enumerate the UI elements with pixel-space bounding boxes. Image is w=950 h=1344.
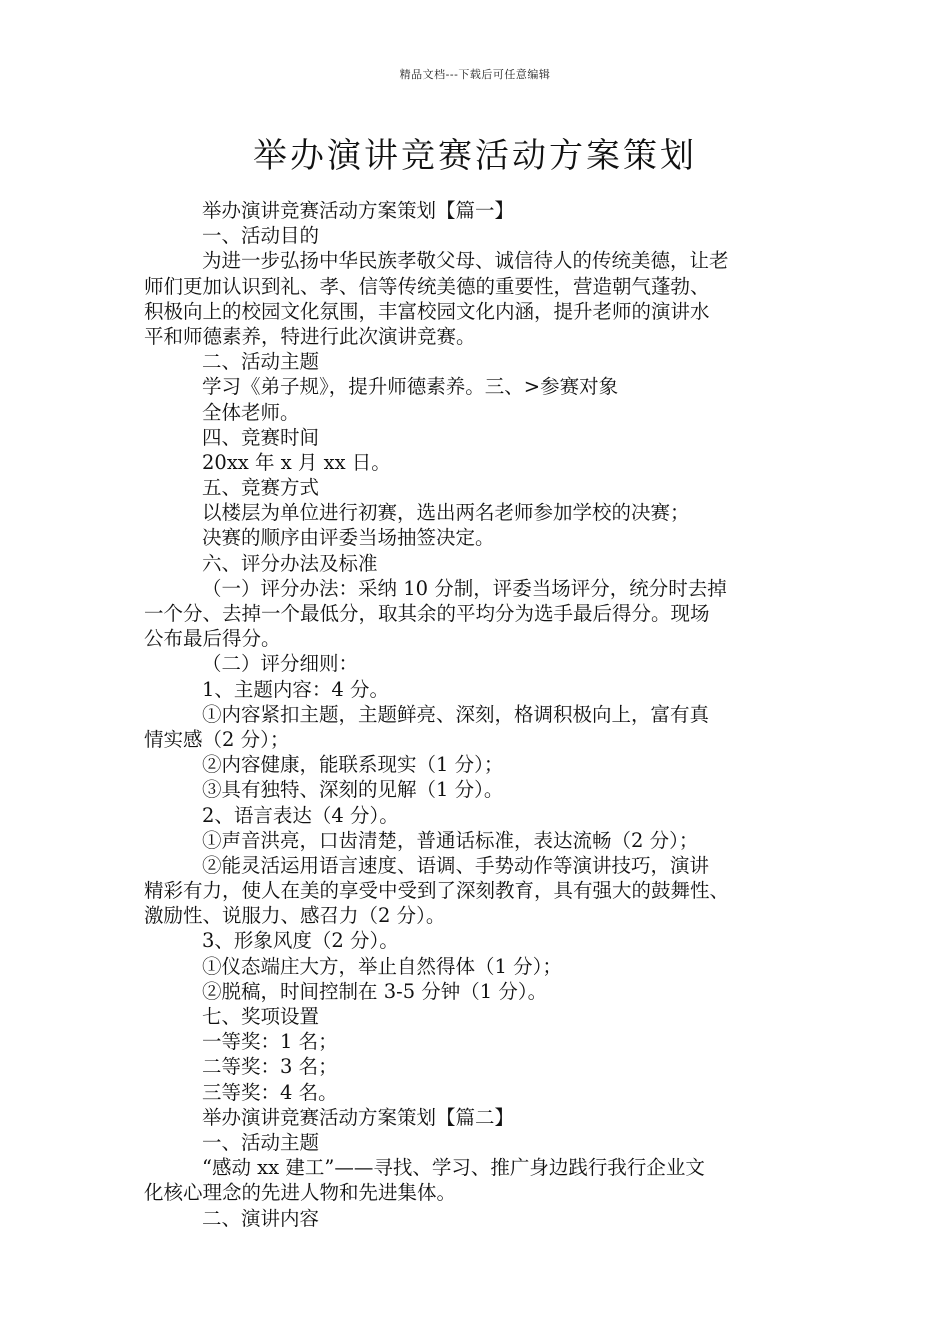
body-line: 二、演讲内容 (202, 1206, 320, 1230)
body-line: 七、奖项设置 (202, 1005, 320, 1028)
body-line: 五、竞赛方式 (202, 476, 320, 500)
body-line: 一等奖：1 名； (202, 1030, 338, 1054)
body-line: “感动 xx 建工”——寻找、学习、推广身边践行我行企业文 (202, 1156, 705, 1180)
body-line: 激励性、说服力、感召力（2 分）。 (144, 904, 446, 928)
body-line: 为进一步弘扬中华民族孝敬父母、诚信待人的传统美德，让老 (202, 249, 729, 273)
body-line: 一个分、去掉一个最低分，取其余的平均分为选手最后得分。现场 (144, 602, 710, 625)
body-line: 积极向上的校园文化氛围，丰富校园文化内涵，提升老师的演讲水 (144, 299, 710, 323)
body-line: 以楼层为单位进行初赛，选出两名老师参加学校的决赛； (202, 501, 690, 525)
body-line: 平和师德素养，特进行此次演讲竞赛。 (144, 324, 476, 348)
body-line: ①声音洪亮，口齿清楚，普通话标准，表达流畅（2 分）； (202, 828, 699, 852)
body-line: ③具有独特、深刻的见解（1 分）。 (202, 778, 504, 802)
body-line: （一）评分办法：采纳 10 分制，评委当场评分，统分时去掉 (202, 576, 727, 600)
body-line: 公布最后得分。 (144, 627, 281, 651)
body-line: （二）评分细则： (202, 652, 359, 676)
body-line: 六、评分办法及标准 (202, 551, 378, 575)
body-line: 精彩有力，使人在美的享受中受到了深刻教育，具有强大的鼓舞性、 (144, 879, 730, 903)
body-line: 二、活动主题 (202, 350, 320, 374)
body-line: 二等奖：3 名； (202, 1055, 338, 1079)
body-line: ①仪态端庄大方，举止自然得体（1 分）； (202, 954, 562, 978)
body-line: 3、形象风度（2 分）。 (202, 929, 399, 953)
body-line: ①内容紧扣主题，主题鲜亮、深刻，格调积极向上，富有真 (202, 702, 710, 726)
body-line: ②脱稿，时间控制在 3-5 分钟（1 分）。 (202, 979, 548, 1003)
header-note: 精品文档---下载后可任意编辑 (399, 68, 551, 81)
body-line: 举办演讲竞赛活动方案策划【篇一】 (202, 199, 515, 222)
document-title: 举办演讲竞赛活动方案策划 (253, 136, 697, 176)
body-line: 一、活动目的 (202, 224, 320, 248)
body-line: 三等奖：4 名。 (202, 1080, 338, 1104)
body-line: ②能灵活运用语言速度、语调、手势动作等演讲技巧，演讲 (202, 853, 710, 877)
body-line: 四、竞赛时间 (202, 425, 320, 449)
body-line: 学习《弟子规》，提升师德素养。三、>参赛对象 (202, 375, 619, 399)
body-line: 化核心理念的先进人物和先进集体。 (144, 1181, 457, 1205)
body-line: 决赛的顺序由评委当场抽签决定。 (202, 526, 495, 550)
document-body (144, 198, 824, 1231)
body-line: 全体老师。 (202, 400, 300, 424)
body-line: 1、主题内容：4 分。 (202, 677, 390, 701)
body-line: 一、活动主题 (202, 1130, 320, 1154)
body-line: ②内容健康，能联系现实（1 分）； (202, 753, 504, 777)
body-line: 2、语言表达（4 分）。 (202, 803, 399, 827)
body-line: 举办演讲竞赛活动方案策划【篇二】 (202, 1105, 515, 1129)
body-line: 情实感（2 分）； (144, 727, 290, 751)
body-line: 师们更加认识到礼、孝、信等传统美德的重要性，营造朝气蓬勃、 (144, 274, 710, 298)
body-line: 20xx 年 x 月 xx 日。 (202, 450, 391, 474)
